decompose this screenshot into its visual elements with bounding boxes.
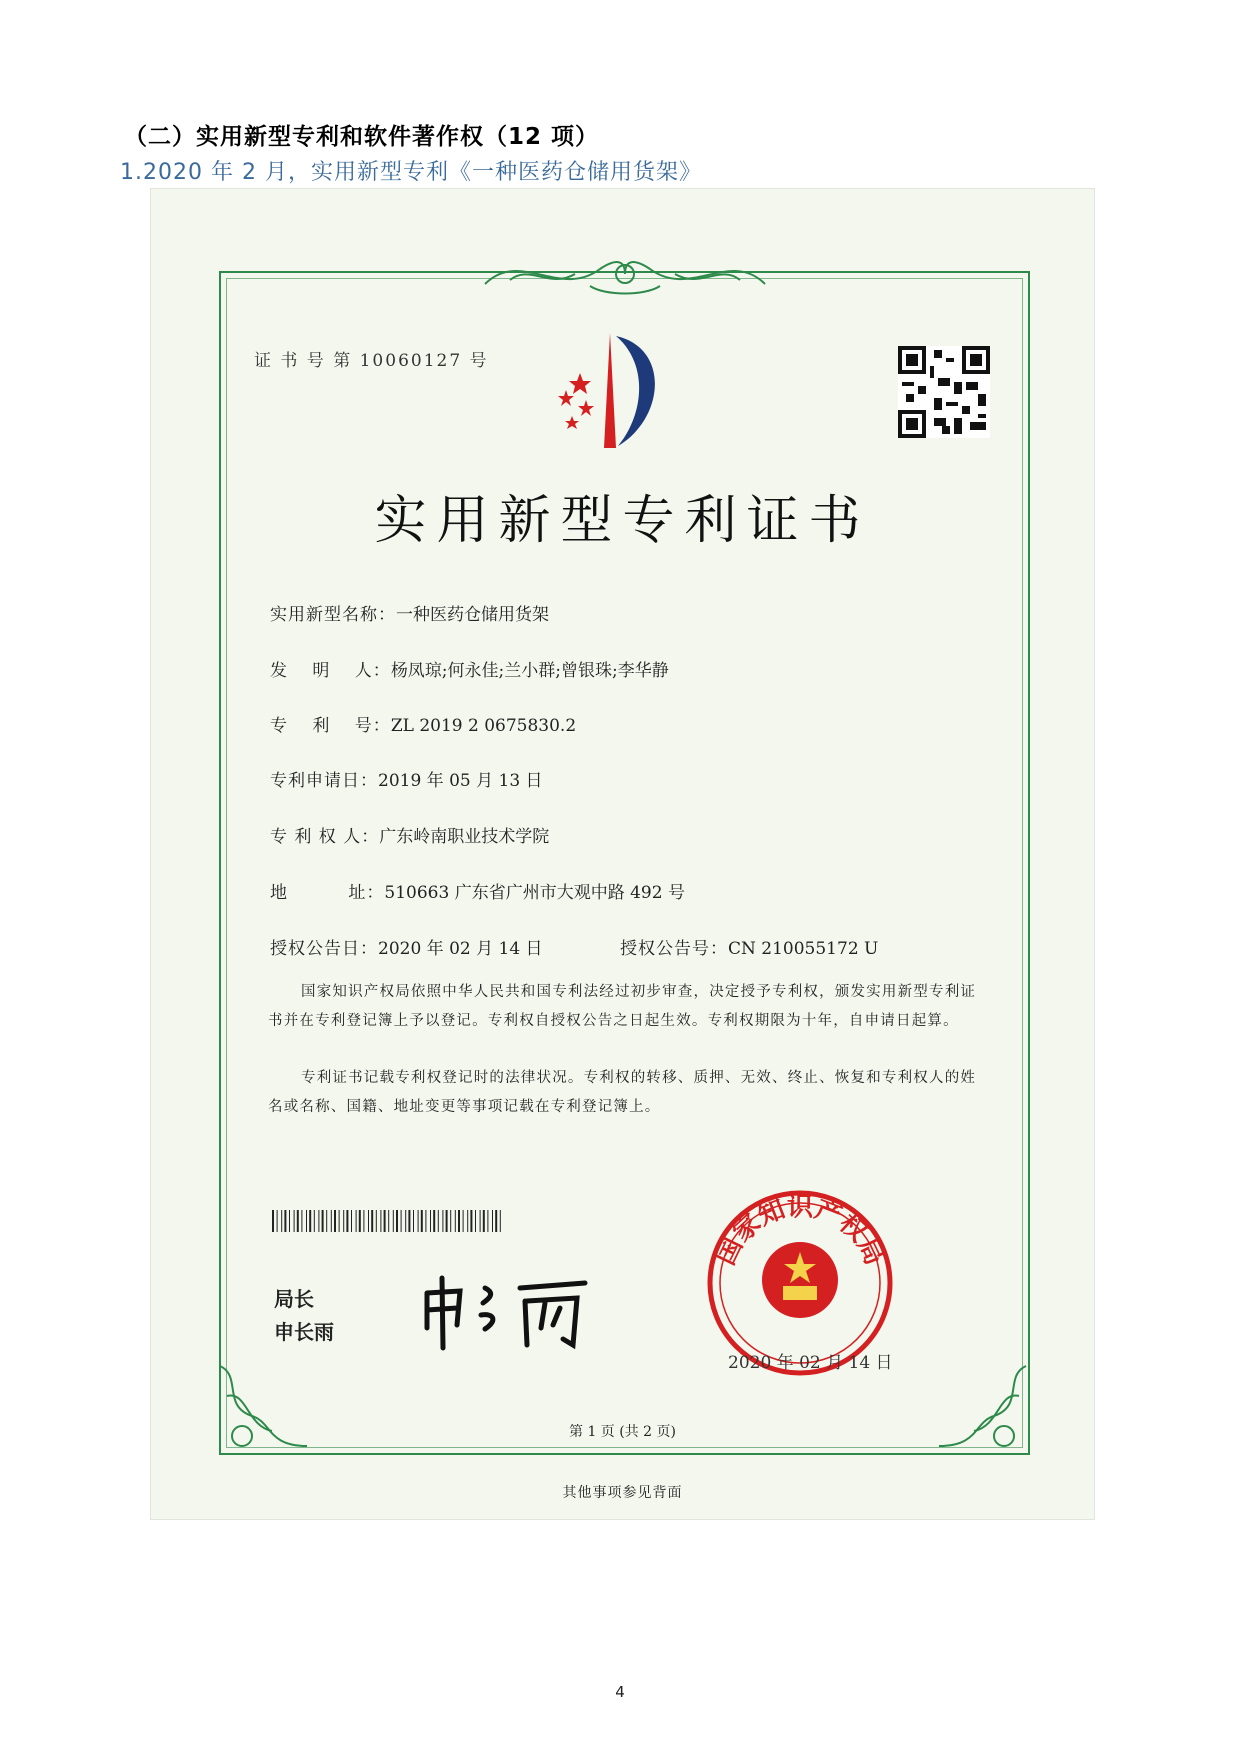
certificate-number: 证 书 号 第 10060127 号 bbox=[254, 351, 489, 371]
field-utility-name bbox=[270, 600, 549, 625]
field-address bbox=[270, 878, 685, 903]
field-label: 发 明 人： bbox=[270, 661, 391, 681]
certificate-page-indicator: 第 1 页 (共 2 页) bbox=[569, 1424, 676, 1440]
field-value: 广东岭南职业技术学院 bbox=[379, 827, 550, 847]
field-value: 510663 广东省广州市大观中路 492 号 bbox=[384, 883, 685, 903]
patent-emblem-icon bbox=[550, 328, 665, 458]
field-label: 授权公告号： bbox=[620, 939, 728, 959]
field-value: 一种医药仓储用货架 bbox=[396, 605, 549, 625]
field-label: 授权公告日： bbox=[270, 939, 378, 959]
field-label: 专利申请日： bbox=[270, 771, 378, 791]
field-label: 地 址： bbox=[270, 883, 385, 903]
field-patentee bbox=[270, 822, 549, 847]
item-heading: 1.2020 年 2 月，实用新型专利《一种医药仓储用货架》 bbox=[120, 160, 702, 185]
section-heading: （二）实用新型专利和软件著作权（12 项） bbox=[124, 124, 600, 150]
certificate-paragraph: 国家知识产权局依照中华人民共和国专利法经过初步审查，决定授予专利权，颁发实用新型专利证书并在专利登记簿上予以登记。专利权自授权公告之日起生效。专利权期限为十年，自申请日起算。 bbox=[268, 984, 977, 1029]
field-grant-date bbox=[270, 934, 543, 959]
field-value: ZL 2019 2 0675830.2 bbox=[390, 716, 577, 736]
ornament-icon bbox=[480, 244, 770, 300]
field-value: 2019 年 05 月 13 日 bbox=[378, 771, 543, 791]
qr-code-icon bbox=[898, 346, 990, 438]
field-inventors bbox=[270, 656, 669, 681]
field-application-date bbox=[270, 766, 543, 791]
certificate-paragraph: 专利证书记载专利权登记时的法律状况。专利权的转移、质押、无效、终止、恢复和专利权人的姓名或名称、国籍、地址变更等事项记载在专利登记簿上。 bbox=[268, 1070, 977, 1115]
ornament-icon bbox=[212, 1346, 332, 1458]
certificate-title: 实用新型专利证书 bbox=[374, 491, 871, 551]
seal-date: 2020 年 02 月 14 日 bbox=[728, 1353, 893, 1373]
svg-text:国家知识产权局: 国家知识产权局 bbox=[710, 1192, 890, 1270]
field-label: 专 利 号： bbox=[270, 716, 391, 736]
field-label: 专 利 权 人： bbox=[270, 827, 380, 847]
director-name: 申长雨 bbox=[274, 1320, 334, 1344]
ornament-icon bbox=[914, 1346, 1034, 1458]
signature-icon bbox=[415, 1263, 595, 1353]
field-patent-number bbox=[270, 711, 576, 736]
page-number: 4 bbox=[615, 1683, 625, 1701]
patent-certificate-image bbox=[150, 188, 1095, 1520]
director-title: 局长 bbox=[274, 1287, 314, 1311]
field-grant-number bbox=[620, 934, 878, 959]
barcode-icon bbox=[272, 1210, 504, 1232]
field-value: 杨凤琼;何永佳;兰小群;曾银珠;李华静 bbox=[390, 661, 669, 681]
certificate-back-note: 其他事项参见背面 bbox=[562, 1485, 683, 1501]
field-label: 实用新型名称： bbox=[270, 605, 396, 625]
field-value: CN 210055172 U bbox=[728, 939, 879, 959]
field-value: 2020 年 02 月 14 日 bbox=[378, 939, 543, 959]
